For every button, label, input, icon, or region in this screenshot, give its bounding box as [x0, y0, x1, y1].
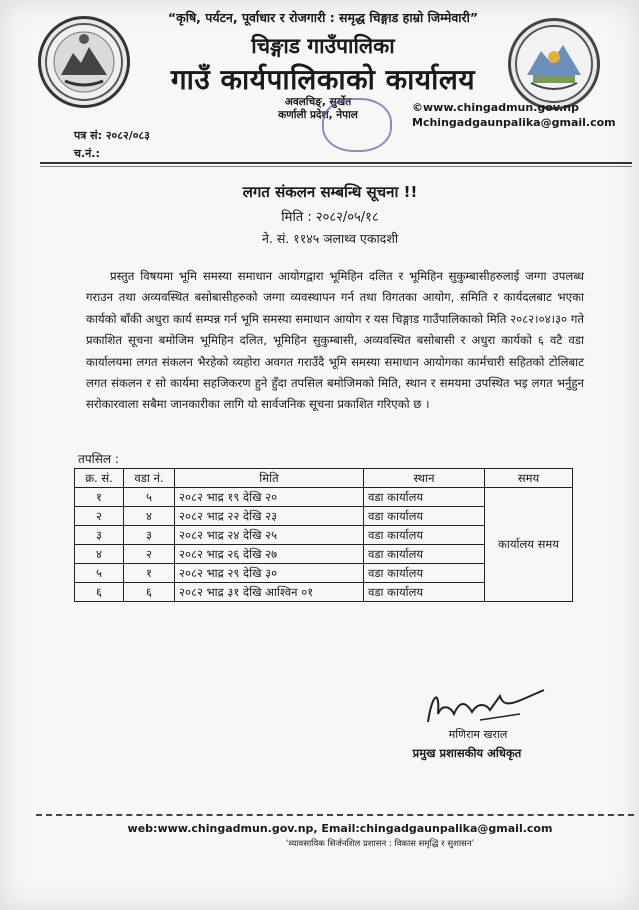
header-time: समय — [485, 469, 573, 488]
office-stamp-icon — [322, 98, 392, 152]
header-serial: क्र. सं. — [75, 469, 124, 488]
header-date: मिति — [175, 469, 364, 488]
footer-divider — [36, 814, 634, 816]
cell-serial: २ — [75, 507, 124, 526]
header-email: Mchingadgaunpalika@gmail.com — [412, 116, 616, 129]
chingad-municipality-logo-icon — [508, 18, 600, 110]
cell-ward: १ — [124, 564, 175, 583]
schedule-table — [74, 468, 573, 602]
reference-number: पत्र सं: २०८२/०८३ — [74, 129, 150, 142]
cell-serial: ६ — [75, 583, 124, 602]
cell-place: वडा कार्यालय — [364, 488, 485, 507]
cell-ward: ४ — [124, 507, 175, 526]
municipality-name: चिङ्गाड गाउँपालिका — [251, 34, 395, 58]
cell-place: वडा कार्यालय — [364, 583, 485, 602]
cell-place: वडा कार्यालय — [364, 545, 485, 564]
table-row — [75, 488, 573, 507]
cell-place: वडा कार्यालय — [364, 507, 485, 526]
schedule-label: तपसिल : — [78, 452, 119, 466]
cell-ward: ६ — [124, 583, 175, 602]
office-name: गाउँ कार्यपालिकाको कार्यालय — [170, 63, 476, 96]
footer-contact: web:www.chingadmun.gov.np, Email:chingadgaunpalika@gmail.com — [127, 822, 553, 835]
header-website: ©www.chingadmun.gov.np — [412, 101, 579, 114]
cell-ward: ३ — [124, 526, 175, 545]
cell-ward: २ — [124, 545, 175, 564]
footer-motto: ‘व्यावसायिक सिर्जनशिल प्रशासन : विकास समृद्धि र सुशासन’ — [285, 839, 475, 849]
cell-date: २०८२ भाद्र १९ देखि २० — [175, 488, 364, 507]
cell-date: २०८२ भाद्र ३१ देखि आश्विन ०१ — [175, 583, 364, 602]
cell-date: २०८२ भाद्र २९ देखि ३० — [175, 564, 364, 583]
cell-serial: १ — [75, 488, 124, 507]
address-line-1: अवलचिङ्, सुर्खेत — [284, 96, 352, 108]
notice-title: लगत संकलन सम्बन्धि सूचना !! — [242, 183, 418, 201]
nepal-sambat-date: ने. सं. ११४५ ञलाथ्व एकादशी — [261, 231, 399, 246]
header-ward: वडा नं. — [124, 469, 175, 488]
letterhead-motto: “कृषि, पर्यटन, पूर्वाधार र रोजगारी : समृद्ध चिङ्गाड हाम्रो जिम्मेवारी” — [167, 10, 479, 25]
header-divider — [40, 162, 632, 164]
header-place: स्थान — [364, 469, 485, 488]
cell-ward: ५ — [124, 488, 175, 507]
cell-serial: ४ — [75, 545, 124, 564]
header-divider-thin — [40, 166, 632, 167]
notice-body: प्रस्तुत विषयमा भूमि समस्या समाधान आयोगद्वारा भूमिहिन दलित र भूमिहिन सुकुम्बासीहरुलाई जग्गा उपलब्ध गराउन तथा अव्यवस्थित बसोबासीहरुको जग्गा व्यवस्थापन गर्न तथा विगतका आयोग, समिति र कार्यदलबाट भएका कार्यको बाँकी अधुरा कार्य सम्पन्न गर्न भूमि समस्या समाधान आयोग र यस चिङ्गाड गाउँपालिकाको मिति २०८२।०४।३० गते प्रकाशित सूचना बमोजिम भूमिहिन दलित, भूमिहिन सुकुम्बासी, अव्यवस्थित बसोबासी र अधुरा कार्यको ६ वटै वडा कार्यालयमा लगत संकलन भैरहेको व्यहोरा अवगत गराउँदै भूमि समस्या समाधान आयोगका कार्मचारी सहितको टोलिबाट लगत संकलन र सो कार्यमा सहजिकरण हुने हुँदा तपसिल बमोजिमको मिति, स्थान र समयमा उपस्थित भइ लगत भर्नुहुन सरोकारवाला सबैमा जानकारीका लागि यो सार्वजनिक सूचना प्रकाशित गरिएको छ । — [86, 269, 584, 412]
address-line-2: कर्णाली प्रदेश, नेपाल — [278, 109, 358, 121]
nepal-government-emblem-icon — [38, 16, 130, 108]
cell-date: २०८२ भाद्र २६ देखि २७ — [175, 545, 364, 564]
cell-date: २०८२ भाद्र २४ देखि २५ — [175, 526, 364, 545]
notice-date: मिति : २०८२/०५/१८ — [281, 210, 379, 225]
signatory-name: मणिराम खराल — [448, 728, 508, 741]
cell-serial: ३ — [75, 526, 124, 545]
table-header-row — [75, 469, 573, 488]
cell-time: कार्यालय समय — [485, 488, 573, 602]
cell-place: वडा कार्यालय — [364, 526, 485, 545]
cell-date: २०८२ भाद्र २२ देखि २३ — [175, 507, 364, 526]
signature-icon — [420, 684, 550, 728]
cell-place: वडा कार्यालय — [364, 564, 485, 583]
dispatch-number: च.नं.: — [74, 147, 100, 160]
signatory-designation: प्रमुख प्रशासकीय अधिकृत — [412, 746, 522, 760]
cell-serial: ५ — [75, 564, 124, 583]
